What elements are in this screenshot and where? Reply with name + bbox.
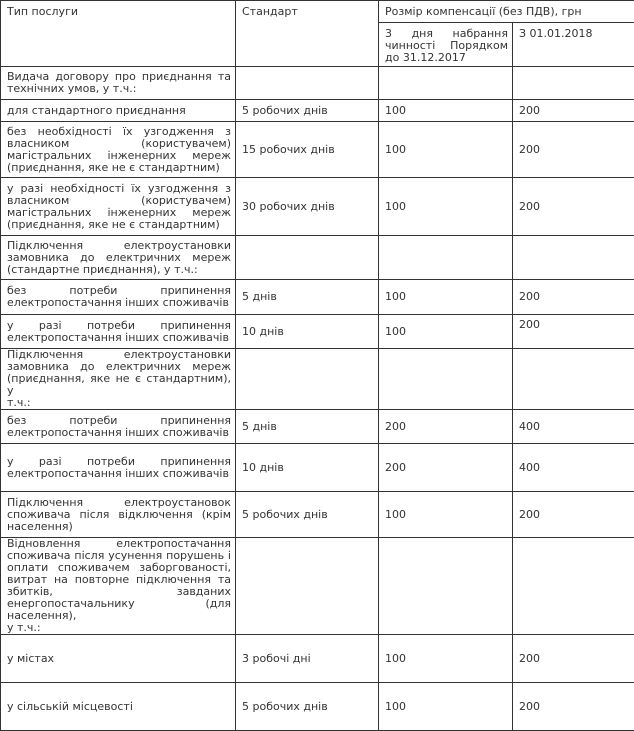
- service-type-line: без потреби припинення: [7, 285, 231, 297]
- table-row: [1, 444, 634, 492]
- header-period-before: [379, 23, 513, 67]
- service-type-line: Підключення електроустановки: [7, 349, 231, 361]
- table-row: [1, 100, 634, 122]
- service-type-line: Підключення електроустановок: [7, 497, 231, 509]
- standard-cell: 3 робочі дні: [236, 635, 379, 683]
- header-standard: Стандарт: [236, 1, 379, 67]
- table-row: [1, 635, 634, 683]
- service-type-cell: [1, 315, 236, 349]
- service-type-line: оплати споживачем заборгованості,: [7, 562, 231, 574]
- standard-cell: 5 робочих днів: [236, 100, 379, 122]
- standard-cell: 5 днів: [236, 280, 379, 315]
- compensation-after-cell: 200: [513, 635, 634, 683]
- table-row: [1, 122, 634, 178]
- table-row: [1, 236, 634, 280]
- table-row: [1, 492, 634, 538]
- standard-cell: [236, 236, 379, 280]
- compensation-before-cell: 100: [379, 100, 513, 122]
- service-type-line: енергопостачальнику (для населення),: [7, 598, 231, 622]
- standard-cell: [236, 349, 379, 410]
- compensation-after-cell: 200: [513, 122, 634, 178]
- table-row: [1, 178, 634, 236]
- header-service-type: Тип послуги: [1, 1, 236, 67]
- service-type-line: (приєднання, яке не є стандартним), у: [7, 373, 231, 397]
- service-type-line: (приєднання, яке не є стандартним): [7, 162, 231, 174]
- header-compensation: Розмір компенсації (без ПДВ), грн: [379, 1, 634, 23]
- standard-cell: 30 робочих днів: [236, 178, 379, 236]
- header-period-before-line: 3 дня набрання: [385, 28, 508, 40]
- header-row: [1, 1, 634, 23]
- compensation-before-cell: 100: [379, 683, 513, 731]
- compensation-before-cell: 100: [379, 635, 513, 683]
- service-type-cell: [1, 122, 236, 178]
- compensation-before-cell: 100: [379, 280, 513, 315]
- compensation-before-cell: 200: [379, 444, 513, 492]
- service-type-line: (стандартне приєднання), у т.ч.:: [7, 264, 231, 276]
- standard-cell: 5 днів: [236, 410, 379, 444]
- service-type-line: (приєднання, яке не є стандартним): [7, 219, 231, 231]
- table-row: [1, 349, 634, 410]
- service-type-line: витрат на повторне підключення та: [7, 574, 231, 586]
- service-type-line: замовника до електричних мереж: [7, 361, 231, 373]
- compensation-after-cell: 400: [513, 410, 634, 444]
- compensation-after-cell: [513, 538, 634, 635]
- header-period-after: З 01.01.2018: [513, 23, 634, 67]
- compensation-before-cell: 100: [379, 178, 513, 236]
- service-type-line: споживача після усунення порушень і: [7, 550, 231, 562]
- compensation-after-cell: 200: [513, 492, 634, 538]
- compensation-after-cell: 200: [513, 315, 634, 349]
- compensation-after-cell: 200: [513, 178, 634, 236]
- service-type-cell: [1, 178, 236, 236]
- compensation-before-cell: 200: [379, 410, 513, 444]
- service-type-line: т.ч.:: [7, 397, 231, 409]
- service-type-line: власником (користувачем): [7, 195, 231, 207]
- service-type-cell: [1, 538, 236, 635]
- table-row: [1, 280, 634, 315]
- service-type-line: власником (користувачем): [7, 138, 231, 150]
- standard-cell: 10 днів: [236, 444, 379, 492]
- service-type-line: населення): [7, 521, 231, 533]
- compensation-after-cell: [513, 349, 634, 410]
- service-type-line: магістральних інженерних мереж: [7, 207, 231, 219]
- compensation-after-cell: 200: [513, 683, 634, 731]
- compensation-before-cell: [379, 349, 513, 410]
- service-type-cell: [1, 67, 236, 100]
- service-type-line: електропостачання інших споживачів: [7, 468, 231, 480]
- service-type-line: технічних умов, у т.ч.:: [7, 83, 231, 95]
- service-type-line: Видача договору про приєднання та: [7, 71, 231, 83]
- service-type-cell: [1, 410, 236, 444]
- service-type-cell: [1, 236, 236, 280]
- compensation-after-cell: 200: [513, 280, 634, 315]
- service-type-line: замовника до електричних мереж: [7, 252, 231, 264]
- standard-cell: [236, 67, 379, 100]
- table-row: [1, 538, 634, 635]
- table-row: [1, 683, 634, 731]
- table-body: [1, 67, 634, 731]
- standard-cell: 5 робочих днів: [236, 683, 379, 731]
- service-type-line: електропостачання інших споживачів: [7, 427, 231, 439]
- compensation-after-cell: [513, 67, 634, 100]
- service-type-cell: [1, 683, 236, 731]
- standard-cell: 5 робочих днів: [236, 492, 379, 538]
- service-type-line: споживача після відключення (крім: [7, 509, 231, 521]
- service-type-line: Підключення електроустановки: [7, 240, 231, 252]
- standard-cell: 10 днів: [236, 315, 379, 349]
- header-period-before-line: чинності Порядком: [385, 40, 508, 52]
- service-type-line: у разі потреби припинення: [7, 320, 231, 332]
- service-type-cell: [1, 349, 236, 410]
- service-type-line: у сільській місцевості: [7, 701, 231, 713]
- service-type-line: магістральних інженерних мереж: [7, 150, 231, 162]
- compensation-before-cell: [379, 538, 513, 635]
- table-row: [1, 315, 634, 349]
- service-type-cell: [1, 280, 236, 315]
- compensation-before-cell: [379, 67, 513, 100]
- service-type-cell: [1, 100, 236, 122]
- service-type-line: збитків, завданих: [7, 586, 231, 598]
- compensation-before-cell: 100: [379, 122, 513, 178]
- header-period-before-line: до 31.12.2017: [385, 52, 508, 64]
- table-row: [1, 410, 634, 444]
- service-type-line: електропостачання інших споживачів: [7, 332, 231, 344]
- compensation-after-cell: 400: [513, 444, 634, 492]
- service-type-line: у містах: [7, 653, 231, 665]
- service-type-line: у разі потреби припинення: [7, 456, 231, 468]
- compensation-after-cell: 200: [513, 100, 634, 122]
- compensation-before-cell: [379, 236, 513, 280]
- service-type-cell: [1, 444, 236, 492]
- service-type-cell: [1, 492, 236, 538]
- service-type-line: у разі необхідності їх узгодження з: [7, 183, 231, 195]
- service-type-line: без потреби припинення: [7, 415, 231, 427]
- service-type-line: електропостачання інших споживачів: [7, 297, 231, 309]
- standard-cell: 15 робочих днів: [236, 122, 379, 178]
- compensation-before-cell: 100: [379, 315, 513, 349]
- table-row: [1, 67, 634, 100]
- service-type-cell: [1, 635, 236, 683]
- service-type-line: Відновлення електропостачання: [7, 538, 231, 550]
- compensation-after-cell: [513, 236, 634, 280]
- standard-cell: [236, 538, 379, 635]
- service-type-line: у т.ч.:: [7, 622, 231, 634]
- compensation-before-cell: 100: [379, 492, 513, 538]
- service-type-line: без необхідності їх узгодження з: [7, 126, 231, 138]
- service-type-line: для стандартного приєднання: [7, 105, 231, 117]
